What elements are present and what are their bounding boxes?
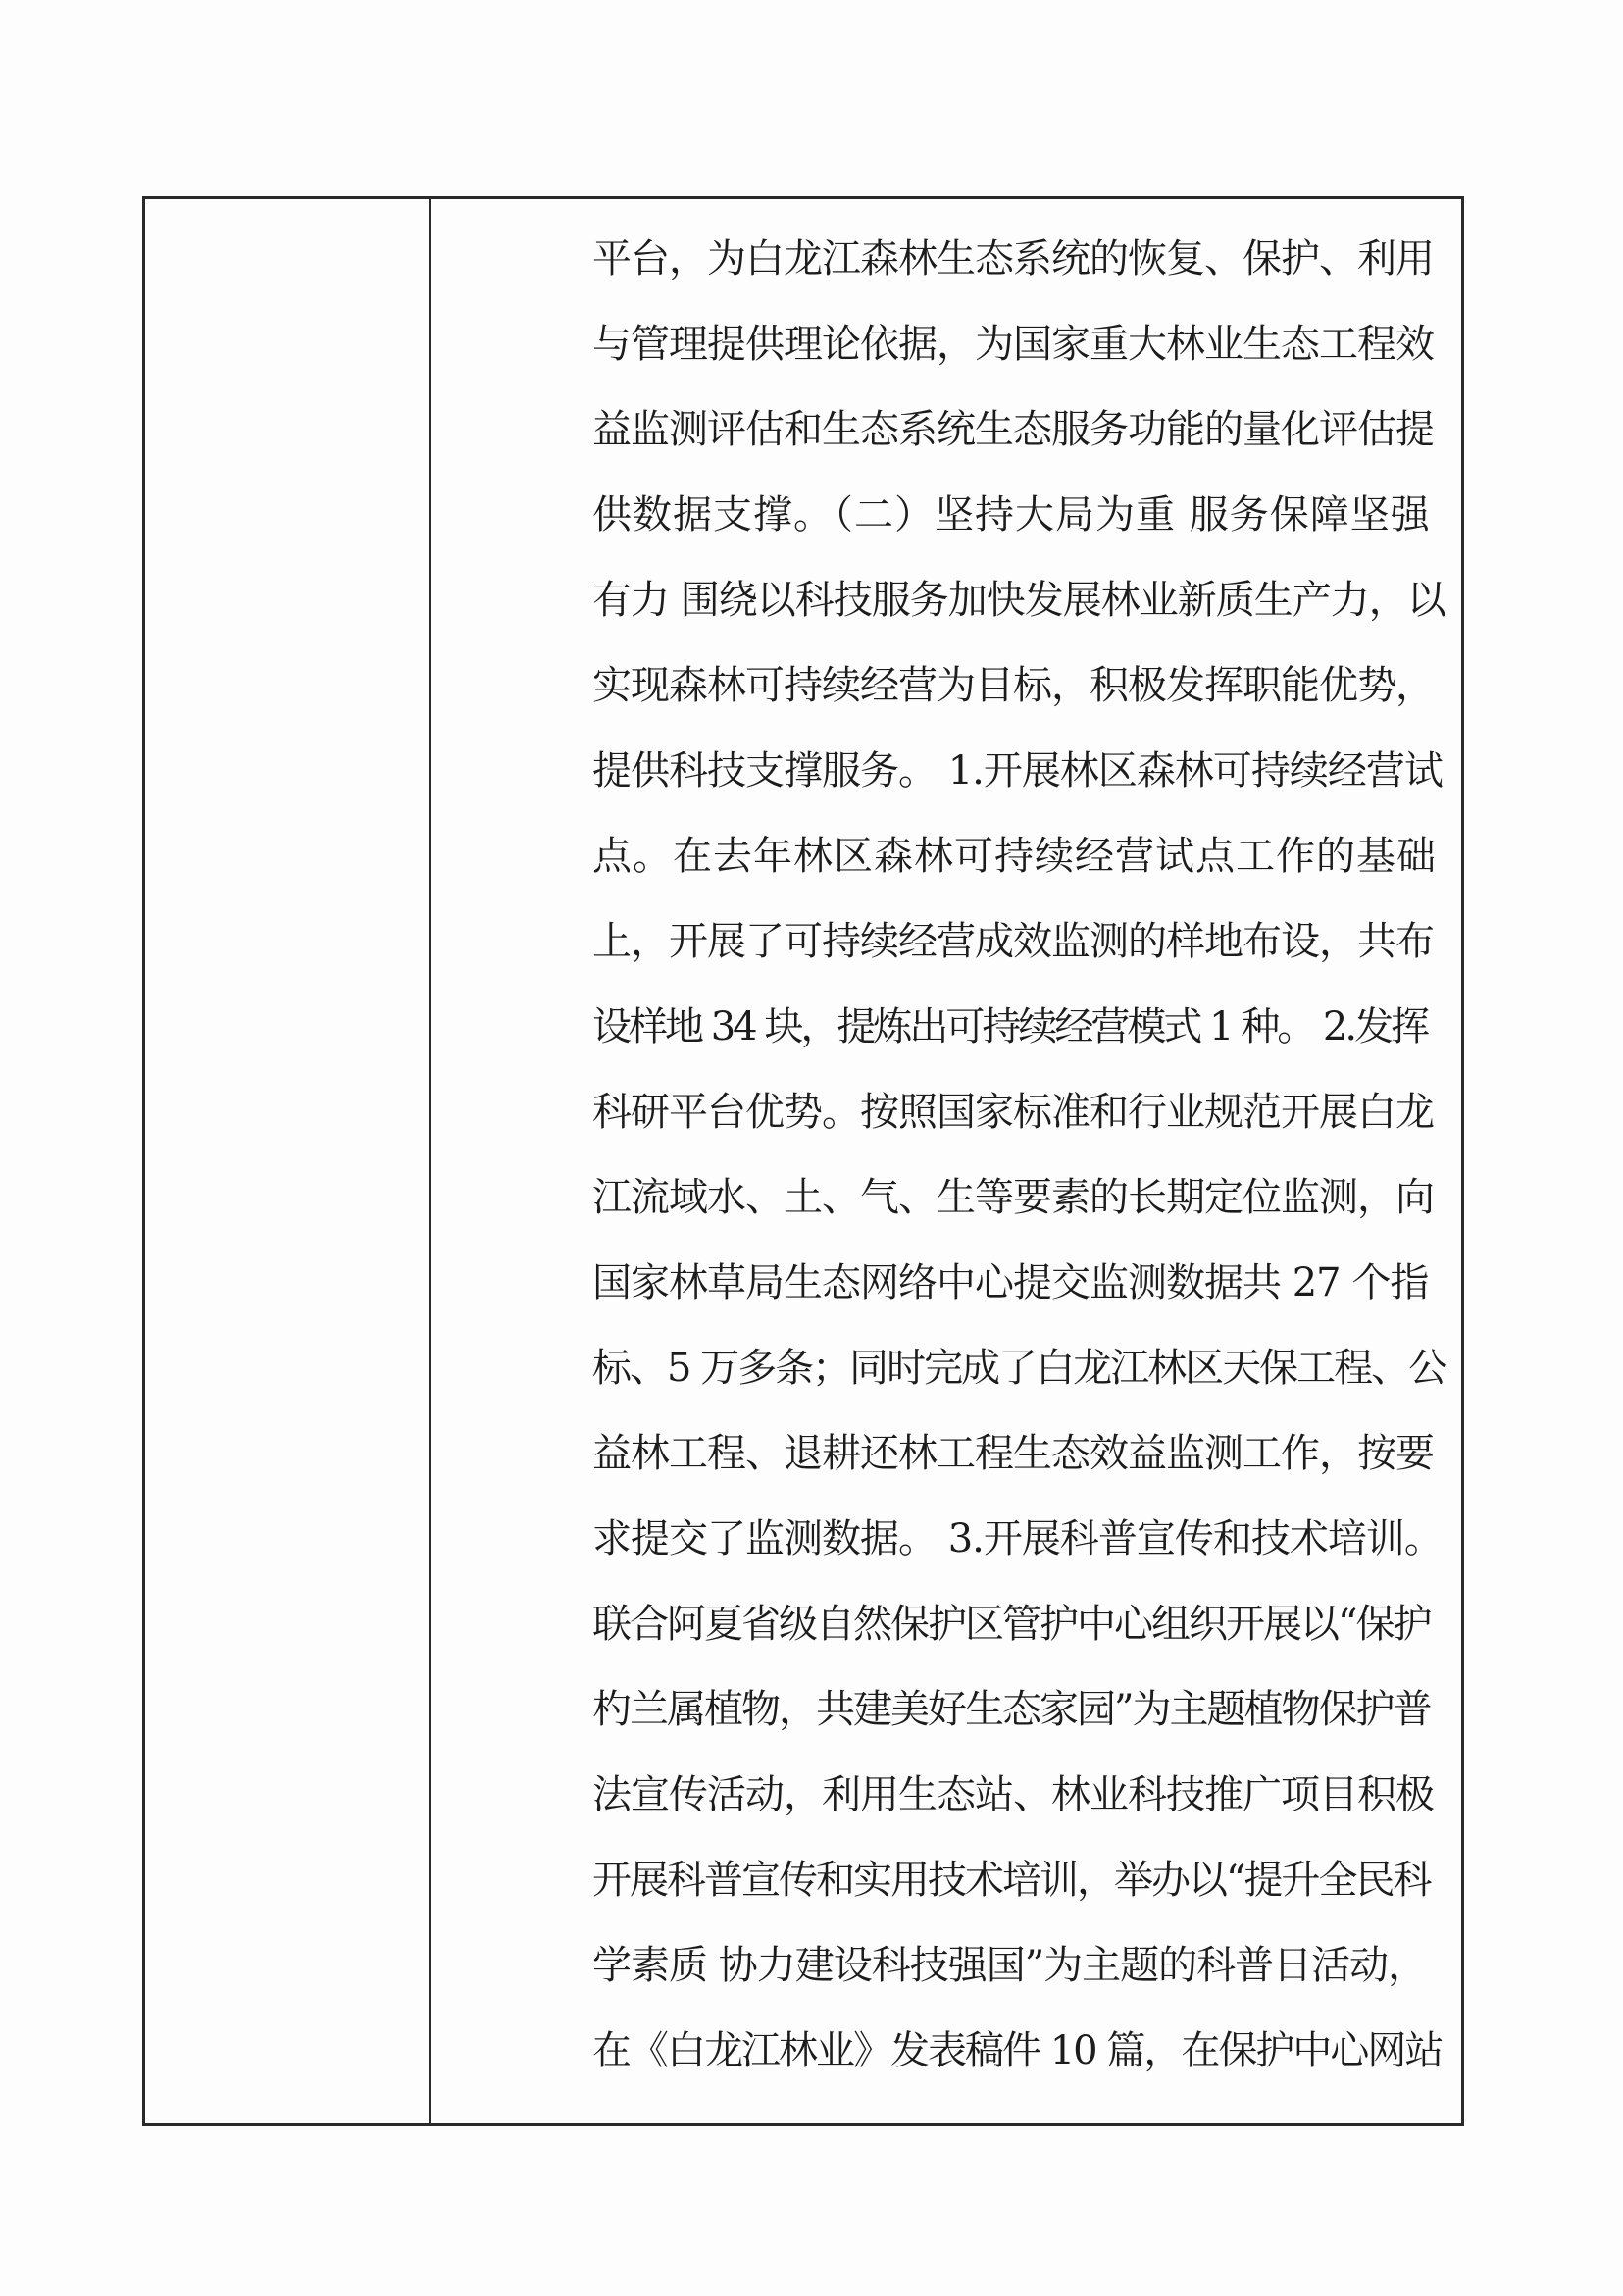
text-line: 学素质 协力建设科技强国”为主题的科普日活动，	[592, 1943, 1427, 1988]
text-line: 杓兰属植物，共建美好生态家园”为主题植物保护普	[592, 1687, 1431, 1732]
report-table	[142, 196, 1464, 2126]
text-line: 实现森林可持续经营为目标，积极发挥职能优势，	[592, 663, 1434, 708]
text-line: 联合阿夏省级自然保护区管护中心组织开展以“保护	[592, 1602, 1431, 1647]
text-line: 与管理提供理论依据，为国家重大林业生态工程效	[592, 322, 1434, 367]
label-column-cell	[145, 199, 431, 2123]
text-line: 求提交了监测数据。 3.开展科普宣传和技术培训。	[592, 1516, 1443, 1561]
text-line: 有力 围绕以科技服务加快发展林业新质生产力，以	[592, 578, 1445, 623]
text-line: 益林工程、退耕还林工程生态效益监测工作，按要	[592, 1431, 1434, 1476]
text-line: 国家林草局生态网络中心提交监测数据共 27 个指	[592, 1260, 1429, 1305]
text-line: 在《白龙江林业》发表稿件 10 篇，在保护中心网站	[592, 2028, 1443, 2073]
text-line: 设样地 34 块，提炼出可持续经营模式 1 种。 2.发挥	[592, 1004, 1428, 1049]
text-line: 开展科普宣传和实用技术培训，举办以“提升全民科	[592, 1858, 1431, 1903]
text-line: 供数据支撑。（二）坚持大局为重 服务保障坚强	[592, 492, 1431, 537]
text-line: 平台，为白龙江森林生态系统的恢复、保护、利用	[592, 236, 1434, 281]
text-line: 提供科技支撑服务。 1.开展林区森林可持续经营试	[592, 748, 1443, 793]
text-line: 上，开展了可持续经营成效监测的样地布设，共布	[592, 919, 1434, 964]
text-line: 江流域水、土、气、生等要素的长期定位监测，向	[592, 1175, 1434, 1220]
text-line: 点。在去年林区森林可持续经营试点工作的基础	[592, 834, 1437, 879]
text-line: 标、5 万多条；同时完成了白龙江林区天保工程、公	[592, 1346, 1446, 1391]
text-line: 益监测评估和生态系统生态服务功能的量化评估提	[592, 407, 1434, 452]
text-line: 法宣传活动，利用生态站、林业科技推广项目积极	[592, 1772, 1434, 1817]
content-column-cell	[431, 199, 1461, 2123]
text-line: 科研平台优势。按照国家标准和行业规范开展白龙	[592, 1090, 1434, 1135]
